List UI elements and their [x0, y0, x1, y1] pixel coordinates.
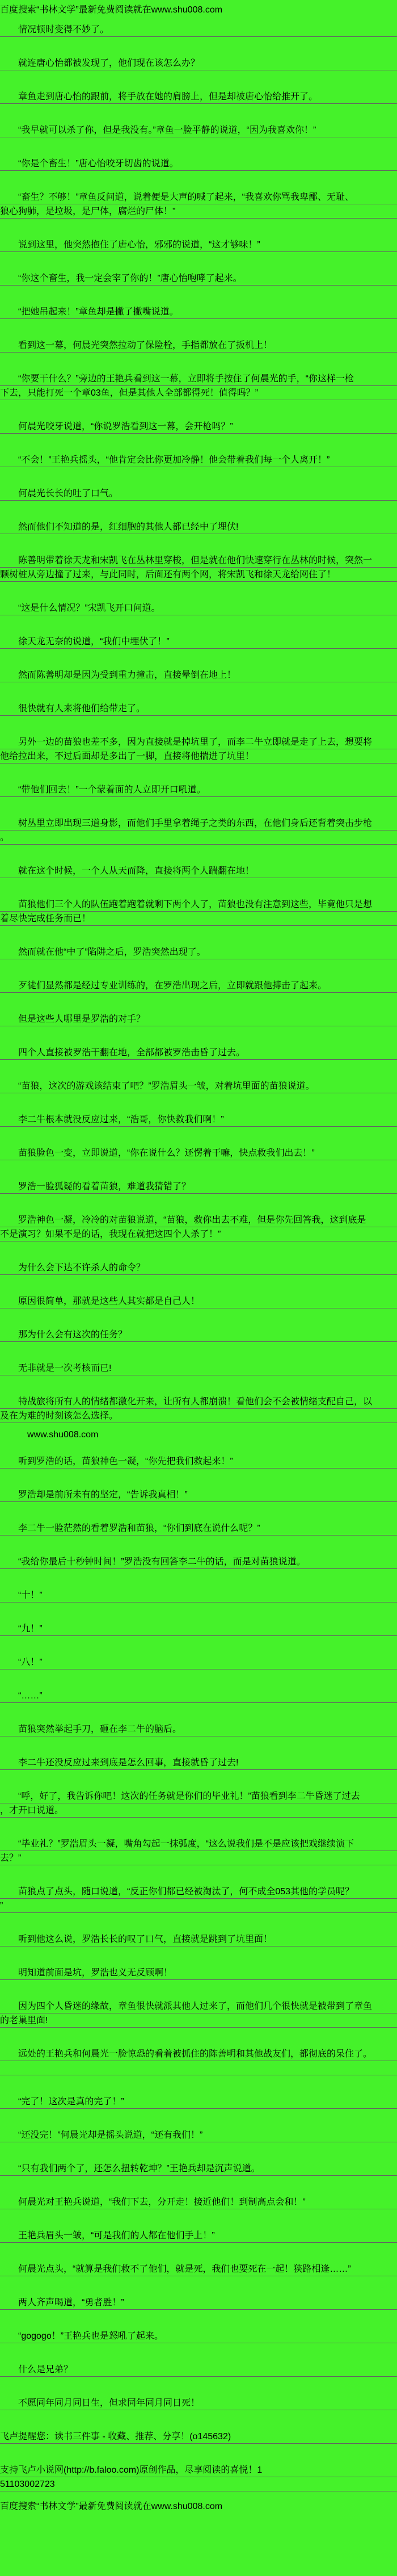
paragraph-row: 李二牛根本就没反应过来，“浩哥，你快救我们啊！” — [0, 1113, 397, 1127]
novel-text — [0, 3, 397, 2514]
paragraph-row: 那为什么会有这次的任务？ — [0, 1328, 397, 1342]
paragraph-row: 章鱼走到唐心怡的跟前，将手放在她的肩膀上，但是却被唐心怡给推开了。 — [0, 90, 397, 104]
watermark-url: www.shu008.com — [27, 1430, 99, 1440]
paragraph-row: “带他们回去！”一个蒙着面的人立即开口吼道。 — [0, 783, 397, 797]
paragraph-row: “我早就可以杀了你，但是我没有。”章鱼一脸平静的说道，“因为我喜欢你！” — [0, 123, 397, 137]
paragraph-row-cont: 狼心狗肺，是垃圾，是尸体，腐烂的尸体！” — [0, 204, 397, 219]
paragraph-row: 陈善明带着徐天龙和宋凯飞在丛林里穿梭，但是就在他们快速穿行在丛林的时候，突然一 — [0, 553, 397, 568]
paragraph-row: 远处的王艳兵和何晨光一脸惊恐的看着被抓住的陈善明和其他战友们，都彻底的呆住了。 — [0, 2047, 397, 2061]
paragraph-row: 何晨光咬牙说道，“你说罗浩看到这一幕，会开枪吗？” — [0, 419, 397, 434]
paragraph-row-cont: 颗树桩从旁边撞了过来，与此同时，后面还有两个网，将宋凯飞和徐天龙给网住了！ — [0, 568, 397, 582]
paragraph-row: 王艳兵眉头一皱，“可是我们的人都在他们手上！” — [0, 2229, 397, 2243]
paragraph-row: 罗浩一脸狐疑的看着苗狼，难道我猜错了？ — [0, 1180, 397, 1194]
paragraph-row: “完了！这次是真的完了！” — [0, 2095, 397, 2109]
paragraph-row-cont: ，才开口说道。 — [0, 1803, 397, 1818]
paragraph-row: 情况顿时变得不妙了。 — [0, 23, 397, 37]
footer-support-cont: 51103002723 — [0, 2477, 397, 2491]
paragraph-row: 何晨光长长的吐了口气。 — [0, 486, 397, 501]
paragraph-row: 苗狼他们三个人的队伍跑着跑着就剩下两个人了，苗狼也没有注意到这些，毕竟他只是想 — [0, 897, 397, 912]
paragraph-row: “把她吊起来！”章鱼却是撇了撇嘴说道。 — [0, 305, 397, 319]
paragraph-row-cont: 。 — [0, 830, 397, 845]
paragraph-row: 何晨光对王艳兵说道，“我们下去，分开走！接近他们！到制高点会和！” — [0, 2195, 397, 2209]
paragraph-row: 罗浩却是前所未有的坚定，“告诉我真相！” — [0, 1488, 397, 1502]
paragraph-row: 看到这一幕，何晨光突然拉动了保险栓，手指都放在了扳机上！ — [0, 338, 397, 353]
paragraph-row: 不愿同年同月同日生，但求同年同月同日死！ — [0, 2396, 397, 2410]
paragraph-row: 然而他们不知道的是，红细胞的其他人都已经中了埋伏! — [0, 520, 397, 534]
paragraph-row: “你要干什么？”旁边的王艳兵看到这一幕，立即将手按住了何晨光的手，“你这样一枪 — [0, 372, 397, 386]
footer-support: 支持飞卢小说网(http://b.faloo.com)原创作品，尽享阅读的喜悦！1 — [0, 2463, 397, 2477]
paragraph-row: “八！” — [0, 1655, 397, 1669]
paragraph-row: 另外一边的苗狼也差不多，因为直接就是掉坑里了，而李二牛立即就是走了上去，想要将 — [0, 735, 397, 749]
paragraph-row: “你这个畜生，我一定会宰了你的！”唐心怡咆哮了起来。 — [0, 271, 397, 286]
paragraph-row: “我给你最后十秒钟时间！”罗浩没有回答李二牛的话，而是对苗狼说道。 — [0, 1555, 397, 1569]
paragraph-row: “还没完！”何晨光却是摇头说道，“还有我们！” — [0, 2128, 397, 2142]
paragraph-row: 苗狼突然举起手刀，砸在李二牛的脑后。 — [0, 1722, 397, 1736]
paragraph-row: “呼，好了，我告诉你吧！这次的任务就是你们的毕业礼！”苗狼看到李二牛昏迷了过去 — [0, 1789, 397, 1803]
paragraph-row: 原因很简单，那就是这些人其实都是自己人！ — [0, 1294, 397, 1308]
paragraph-row: 就连唐心怡都被发现了，他们现在该怎么办？ — [0, 56, 397, 70]
paragraph-row: 然而就在他“中了”陷阱之后，罗浩突然出现了。 — [0, 945, 397, 959]
paragraph-row: 为什么会下达不许杀人的命令？ — [0, 1261, 397, 1275]
paragraph-row: 李二牛还没反应过来到底是怎么回事，直接就昏了过去! — [0, 1756, 397, 1770]
paragraph-row-cont: 及在为难的时刻该怎么选择。 — [0, 1409, 397, 1423]
paragraph-row-cont: 着尽快完成任务而已！ — [0, 912, 397, 926]
paragraph-row: 无非就是一次考核而已! — [0, 1361, 397, 1375]
footer-ad: 百度搜索“书林文学”最新免费阅读就在www.shu008.com — [0, 2502, 223, 2511]
paragraph-row: 因为四个人昏迷的缘故，章鱼很快就派其他人过来了，而他们几个很快就是被带到了章鱼 — [0, 1999, 397, 2013]
paragraph-row: 四个人直接被罗浩干翻在地，全部都被罗浩击昏了过去。 — [0, 1046, 397, 1060]
paragraph-row-cont: 他给拉出来，不过后面却是多出了一脚，直接将他揣进了坑里！ — [0, 749, 397, 763]
paragraph-row: 歹徒们显然都是经过专业训练的，在罗浩出现之后，立即就跟他搏击了起来。 — [0, 979, 397, 993]
paragraph-row: 但是这些人哪里是罗浩的对手？ — [0, 1012, 397, 1026]
paragraph-row: 苗狼脸色一变，立即说道，“你在说什么？还愣着干嘛，快点救我们出去！” — [0, 1146, 397, 1160]
paragraph-row: 什么是兄弟？ — [0, 2363, 397, 2377]
paragraph-row: 听到他这么说，罗浩长长的叹了口气，直接就是跳到了坑里面！ — [0, 1932, 397, 1946]
paragraph-row: 然而陈善明却是因为受到重力撞击，直接晕倒在地上！ — [0, 668, 397, 682]
paragraph-row: “这是什么情况？”宋凯飞开口问道。 — [0, 601, 397, 615]
paragraph-row: 苗狼点了点头，随口说道，“反正你们都已经被淘汰了，何不成全053其他的学员呢？ — [0, 1885, 397, 1899]
paragraph-row: “畜生？不够！”章鱼反问道，说着便是大声的喊了起来，“我喜欢你骂我卑鄙、无耻、 — [0, 190, 397, 204]
paragraph-row: 特战旅将所有人的情绪都激化开来，让所有人都崩溃！看他们会不会被情绪支配自己，以 — [0, 1395, 397, 1409]
paragraph-row: 罗浩神色一凝，冷冷的对苗狼说道，“苗狼，救你出去不难，但是你先回答我，这到底是 — [0, 1213, 397, 1227]
paragraph-row-cont: 下去，只能打死一个章03鱼，但是其他人全部都得死！值得吗？” — [0, 386, 397, 400]
paragraph-row: 树丛里立即出现三道身影，而他们手里拿着绳子之类的东西，在他们身后还背着突击步枪 — [0, 816, 397, 830]
paragraph-row: 李二牛一脸茫然的看着罗浩和苗狼，“你们到底在说什么呢？” — [0, 1521, 397, 1535]
paragraph-row: “……” — [0, 1689, 397, 1703]
paragraph-row-cont: ” — [0, 1899, 397, 1913]
paragraph-row: “只有我们两个了，还怎么扭转乾坤？”王艳兵却是沉声说道。 — [0, 2162, 397, 2176]
paragraph-row: “你是个畜生！”唐心怡咬牙切齿的说道。 — [0, 157, 397, 171]
paragraph-row: 就在这个时候，一个人从天而降，直接将两个人踹翻在地！ — [0, 864, 397, 878]
blank-row — [0, 2061, 397, 2075]
paragraph-row: 很快就有人来将他们给带走了。 — [0, 702, 397, 716]
paragraph-row-cont: 的老巢里面! — [0, 2013, 397, 2028]
paragraph-row: 何晨光点头，“就算是我们救不了他们，就是死，我们也要死在一起！狭路相逢……” — [0, 2262, 397, 2276]
footer-reminder: 飞卢提醒您：读书三件事 - 收藏、推荐、分享！(o145632) — [0, 2430, 397, 2444]
paragraph-row-cont: 不是演习？如果不是的话，我现在就把这四个人杀了！” — [0, 1227, 397, 1241]
paragraph-row: “毕业礼？”罗浩眉头一凝，嘴角勾起一抹弧度，“这么说我们是不是应该把戏继续演下 — [0, 1837, 397, 1851]
paragraph-row: 徐天龙无奈的说道，“我们中埋伏了！” — [0, 635, 397, 649]
paragraph-row: 明知道前面是坑，罗浩也义无反顾啊！ — [0, 1966, 397, 1980]
paragraph-row: 听到罗浩的话，苗狼神色一凝，“你先把我们救起来！” — [0, 1454, 397, 1469]
paragraph-row: 两人齐声喝道，“勇者胜！” — [0, 2296, 397, 2310]
paragraph-row: “九！” — [0, 1622, 397, 1636]
paragraph-row: “gogogo！”王艳兵也是怒吼了起来。 — [0, 2329, 397, 2343]
paragraph-row: 说到这里，他突然抱住了唐心怡，邪邪的说道，“这才够味！” — [0, 238, 397, 252]
paragraph-row: “不会！”王艳兵摇头，“他肯定会比你更加冷静！他会带着我们每一个人离开！” — [0, 453, 397, 467]
paragraph-row: “十！” — [0, 1588, 397, 1602]
header-ad: 百度搜索“书林文学”最新免费阅读就在www.shu008.com — [0, 5, 223, 15]
paragraph-row-cont: 去？” — [0, 1851, 397, 1865]
paragraph-row: “苗狼，这次的游戏该结束了吧？”罗浩眉头一皱，对着坑里面的苗狼说道。 — [0, 1079, 397, 1093]
